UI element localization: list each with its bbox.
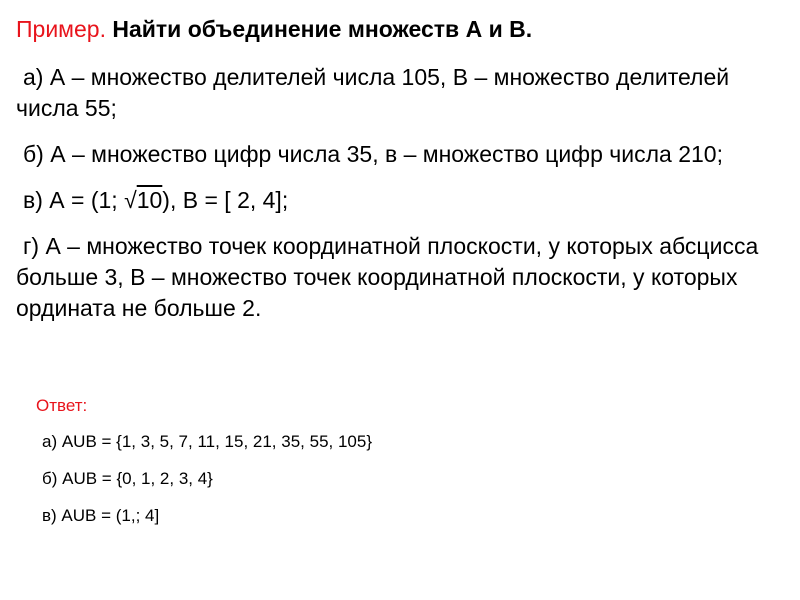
problem-d [16,231,786,324]
problem-b-label: б) [23,141,44,167]
problem-a-label: а) [23,64,44,90]
problem-a [16,62,786,124]
sqrt-icon: √ [124,187,137,213]
problem-a-text: А – множество делителей числа 105, В – множество делителей числа 55; [16,64,730,121]
title-lead: Пример. [16,16,106,42]
answer-block [36,395,372,542]
answer-item-a: а) АUВ = {1, 3, 5, 7, 11, 15, 21, 35, 55, 105} [42,432,373,451]
problem-c-label: в) [23,187,43,213]
problem-c-post: ), В = [ 2, 4]; [162,187,289,213]
problem-d-text: А – множество точек координатной плоскости, у которых абсцисса больше 3, В – множество точек координатной плоскости, у которых ордината не больше 2. [16,233,759,321]
answer-item-b: б) АUВ = {0, 1, 2, 3, 4} [42,469,213,488]
problem-list [16,62,786,339]
answer-heading: Ответ: [36,396,88,415]
slide-title [16,14,532,44]
title-task: Найти объединение множеств А и В. [105,16,533,42]
sqrt-radicand: 10 [136,187,163,213]
problem-b-text: А – множество цифр числа 35, в – множество цифр числа 210; [43,141,723,167]
problem-c [16,185,786,216]
problem-b [16,139,786,170]
answer-item-c: в) АUВ = (1,; 4] [42,506,160,525]
problem-c-pre: А = (1; [42,187,125,213]
problem-d-label: г) [23,233,40,259]
sqrt-expression [124,185,162,216]
